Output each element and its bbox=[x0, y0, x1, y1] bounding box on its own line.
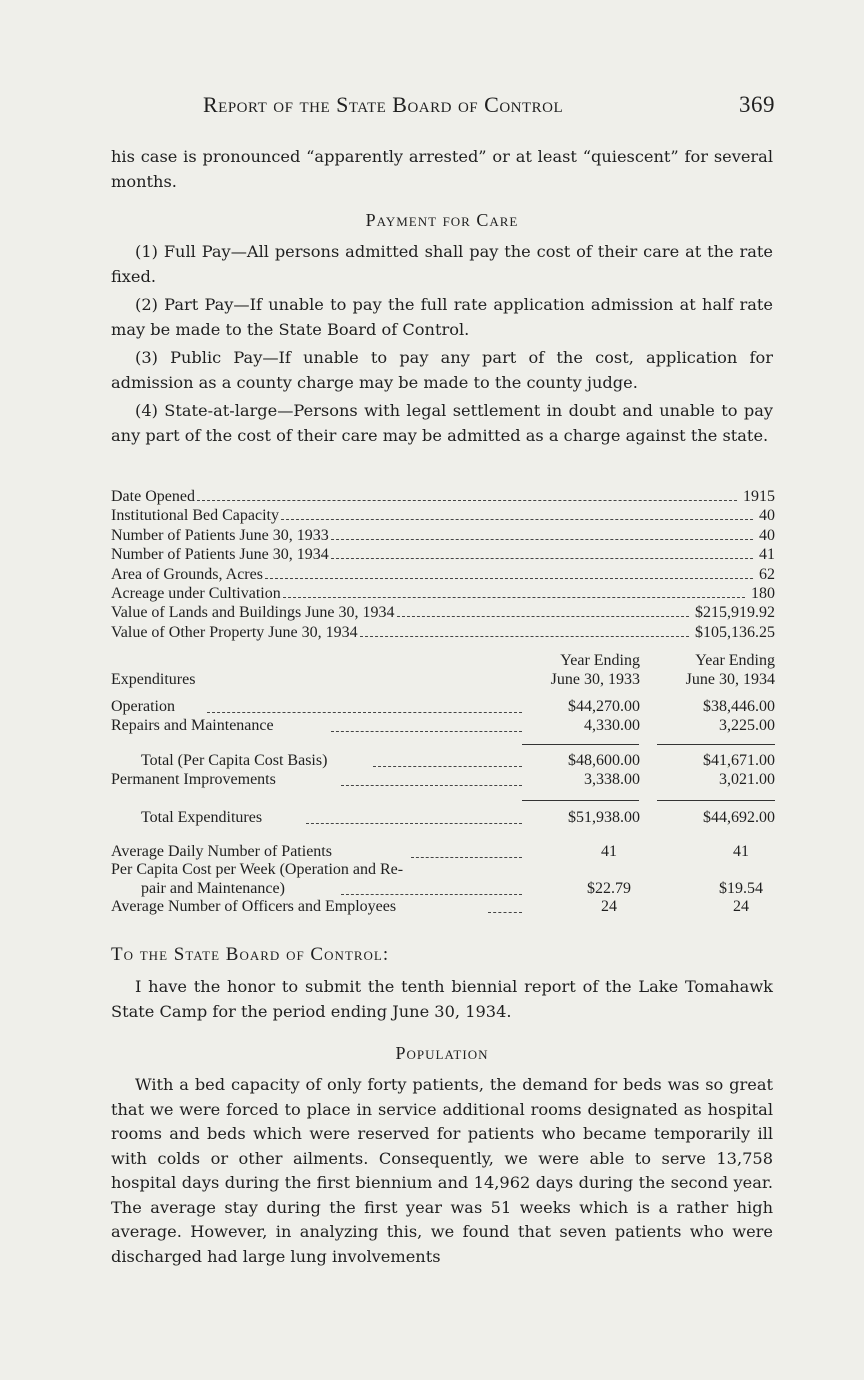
payment-item: (3) Public Pay—If unable to pay any part of the cost, application for admission as a county charge may be made to the county judge. bbox=[111, 348, 773, 392]
fact-label: Acreage under Cultivation bbox=[111, 584, 281, 602]
payment-heading: Payment for Care bbox=[365, 210, 519, 230]
exp-row-per-capita bbox=[111, 880, 775, 900]
value-1934: $44,692.00 bbox=[703, 809, 775, 826]
value-1933: $44,270.00 bbox=[568, 698, 640, 715]
payment-item: (4) State-at-large—Persons with legal settlement in doubt and unable to pay any part of the cost of their care may be admitted as a charge against the state. bbox=[111, 401, 773, 445]
fact-label: Area of Grounds, Acres bbox=[111, 565, 263, 583]
leader-dots bbox=[331, 558, 753, 559]
value-1934: $38,446.00 bbox=[703, 698, 775, 715]
fact-row bbox=[111, 488, 775, 507]
value-1934: $41,671.00 bbox=[703, 752, 775, 769]
fact-row bbox=[111, 507, 775, 526]
row-label: Per Capita Cost per Week (Operation and Re- bbox=[111, 861, 404, 878]
leader-dots bbox=[281, 519, 753, 520]
leader-dots bbox=[488, 912, 522, 913]
leader-dots bbox=[265, 578, 753, 579]
leader-dots bbox=[360, 636, 689, 637]
expenditures-label: Expenditures bbox=[111, 671, 196, 688]
leader-dots bbox=[373, 766, 522, 767]
fact-label: Date Opened bbox=[111, 488, 195, 505]
value-1933: 4,330.00 bbox=[584, 717, 640, 734]
row-label: Total (Per Capita Cost Basis) bbox=[141, 752, 328, 769]
exp-row-repairs bbox=[111, 717, 775, 737]
fact-row bbox=[111, 527, 775, 546]
intro-text: his case is pronounced “apparently arrested” or at least “quiescent” for several months. bbox=[111, 147, 773, 191]
leader-dots bbox=[283, 597, 745, 598]
fact-label: Value of Lands and Buildings June 30, 1934 bbox=[111, 604, 395, 622]
fact-value: 40 bbox=[759, 526, 775, 544]
row-label: pair and Maintenance) bbox=[141, 880, 285, 897]
exp-row-total-per-capita bbox=[111, 752, 775, 772]
exp-row-per-capita-line1 bbox=[111, 861, 775, 881]
fact-value: 40 bbox=[759, 507, 775, 525]
leader-dots bbox=[331, 539, 753, 540]
fact-row bbox=[111, 546, 775, 565]
exp-row-total bbox=[111, 809, 775, 829]
col2-header-date: June 30, 1934 bbox=[685, 671, 775, 688]
exp-row-officers bbox=[111, 898, 775, 918]
letter-text: I have the honor to submit the tenth biennial report of the Lake Tomahawk State Camp for the period ending June 30, 1934. bbox=[111, 977, 773, 1021]
value-1934: 3,021.00 bbox=[719, 771, 775, 788]
fact-row bbox=[111, 624, 775, 643]
fact-value: 62 bbox=[759, 565, 775, 583]
page-number: 369 bbox=[739, 92, 775, 117]
value-1934: 41 bbox=[733, 843, 749, 860]
population-paragraph bbox=[111, 1073, 773, 1269]
value-1933: 24 bbox=[601, 898, 617, 915]
row-label: Repairs and Maintenance bbox=[111, 717, 274, 734]
fact-value: $105,136.25 bbox=[695, 623, 775, 641]
exp-row-permanent bbox=[111, 771, 775, 791]
leader-dots bbox=[341, 785, 522, 786]
population-text: With a bed capacity of only forty patients, the demand for beds was so great that we were forced to place in service additional rooms designated as hospital rooms and beds which were reserved for patients who became temporarily ill with colds or other ailments. Consequently, we were able to serve 13,758 hospital days during the first biennium and 14,962 days during the second year. The average stay during the first year was 51 weeks which is a rather high average. However, in analyzing this, we found that seven patients who were discharged had large lung involvements bbox=[111, 1075, 773, 1266]
fact-value: 1915 bbox=[743, 488, 775, 505]
total-rule-1933 bbox=[522, 800, 639, 801]
exp-row-avg-daily bbox=[111, 843, 775, 863]
fact-row bbox=[111, 566, 775, 585]
value-1933: 3,338.00 bbox=[584, 771, 640, 788]
col1-header: Year Ending bbox=[560, 652, 640, 669]
value-1934: $19.54 bbox=[719, 880, 763, 897]
row-label: Operation bbox=[111, 698, 175, 715]
expenditures-table bbox=[111, 652, 775, 922]
leader-dots bbox=[306, 823, 522, 824]
letter-paragraph bbox=[111, 975, 773, 1024]
col-header-line1 bbox=[111, 652, 775, 672]
leader-dots bbox=[397, 616, 689, 617]
value-1933: 41 bbox=[601, 843, 617, 860]
value-1933: $51,938.00 bbox=[568, 809, 640, 826]
fact-value: $215,919.92 bbox=[695, 604, 775, 622]
col-header-line2 bbox=[111, 671, 775, 691]
total-rule-1934 bbox=[657, 800, 775, 801]
population-heading: Population bbox=[395, 1043, 489, 1063]
subtotal-rule-1934 bbox=[657, 744, 775, 745]
fact-value: 180 bbox=[751, 584, 775, 602]
fact-label: Number of Patients June 30, 1933 bbox=[111, 526, 329, 544]
subtotal-rule-1933 bbox=[522, 744, 639, 745]
value-1934: 24 bbox=[733, 898, 749, 915]
leader-dots bbox=[197, 500, 737, 501]
fact-label: Number of Patients June 30, 1934 bbox=[111, 546, 329, 564]
leader-dots bbox=[331, 731, 522, 732]
value-1934: 3,225.00 bbox=[719, 717, 775, 734]
fact-label: Value of Other Property June 30, 1934 bbox=[111, 623, 358, 641]
fact-row bbox=[111, 585, 775, 604]
leader-dots bbox=[411, 857, 522, 858]
fact-row bbox=[111, 604, 775, 623]
intro-paragraph bbox=[111, 145, 773, 194]
value-1933: $22.79 bbox=[587, 880, 631, 897]
payment-item: (2) Part Pay—If unable to pay the full rate application admission at half rate may be made to the State Board of Control. bbox=[111, 295, 773, 339]
fact-label: Institutional Bed Capacity bbox=[111, 507, 279, 525]
row-label: Permanent Improvements bbox=[111, 771, 276, 788]
leader-dots bbox=[207, 712, 522, 713]
facts-list bbox=[111, 488, 775, 643]
col2-header: Year Ending bbox=[695, 652, 775, 669]
col1-header-date: June 30, 1933 bbox=[550, 671, 640, 688]
running-header bbox=[203, 92, 775, 122]
fact-value: 41 bbox=[759, 546, 775, 564]
value-1933: $48,600.00 bbox=[568, 752, 640, 769]
row-label: Total Expenditures bbox=[141, 809, 263, 826]
payment-item: (1) Full Pay—All persons admitted shall pay the cost of their care at the rate fixed. bbox=[111, 242, 773, 286]
payment-list bbox=[111, 240, 773, 448]
letter-salutation: To the State Board of Control: bbox=[111, 944, 390, 965]
leader-dots bbox=[341, 894, 522, 895]
row-label: Average Number of Officers and Employees bbox=[111, 898, 397, 915]
header-title: Report of the State Board of Control bbox=[203, 92, 564, 117]
row-label: Average Daily Number of Patients bbox=[111, 843, 332, 860]
exp-row-operation bbox=[111, 698, 775, 718]
